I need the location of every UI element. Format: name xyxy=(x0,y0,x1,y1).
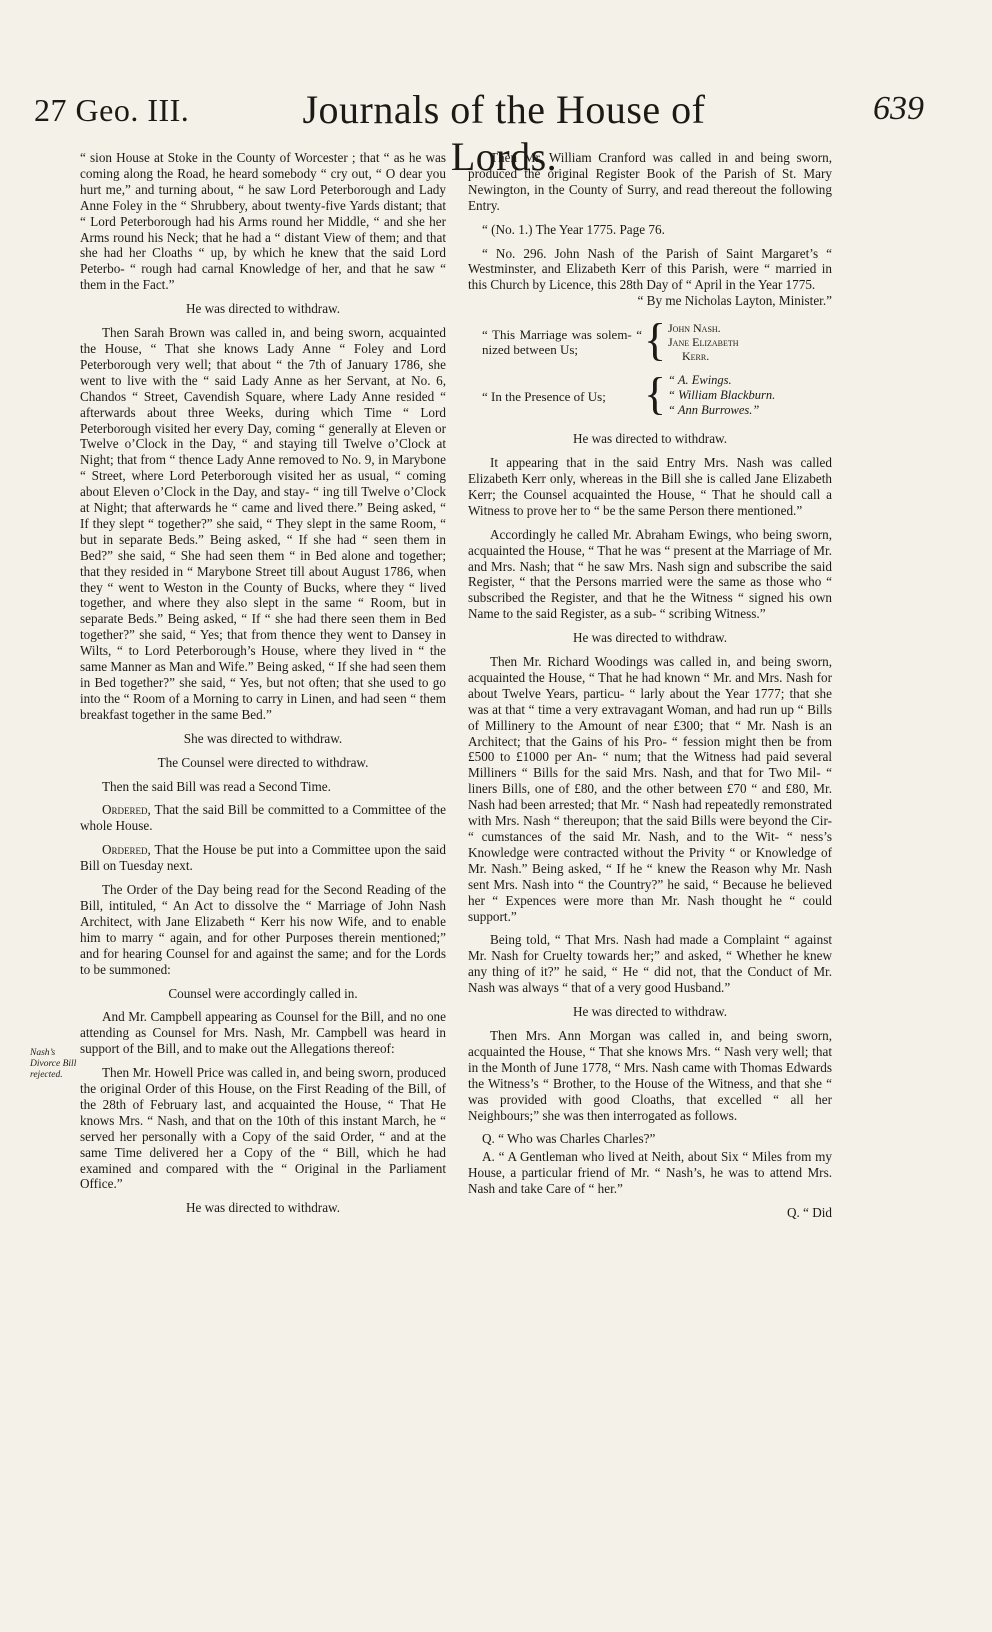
woodings-paragraph: Then Mr. Richard Woodings was called in, and being sworn, acquainted the House, “ That he had known “ Mr. and Mrs. Nash for about Twelve Years, particu- “ larly about the Year 1777; that she was at that “ time a very extravagant Woman, and had run up “ Bills of Millinery to the Amount of near £300; that “ Mr. Nash is an Architect; that the Gains of his Pro- “ fession might then be from £500 to £1000 per An- “ num; that the Witness had paid several Milliners “ Bills for the said Mrs. Nash, and that for Two Mil- “ liners Bills, one of £80, and the other between £70 “ and £80, Mr. Nash had been arrested; that Mr. “ Nash had repeatedly remonstrated with Mrs. Nash “ thereupon; that the said Bills were beyond the Cir- “ cumstances of the said Mr. Nash, and to the Wit- “ ness’s Knowledge were contracted without the Privity “ or Knowledge of Mr. Nash.” Being asked, “ If he “ knew the Reason why Mr. Nash sent Mrs. Nash into “ the Country?” he said, “ Because he believed her “ Expences were more than Mr. Nash thought he “ could support.” xyxy=(468,654,832,924)
withdraw-directive: He was directed to withdraw. xyxy=(572,630,728,646)
price-paragraph: Then Mr. Howell Price was called in, and being sworn, produced the original Order of this House, on the First Reading of the Bill, of the 28th of February last, and acquainted the House, “ That He knows Mrs. “ Nash, and that on the 10th of this instant March, he “ served her personally with a Copy of the said Order, “ and at the same Time delivered her a Copy of the “ Bill, which he had examined and compared with the “ Original in the Parliament Office.” xyxy=(80,1065,446,1192)
regnal-year: 27 Geo. III. xyxy=(34,92,190,128)
campbell-paragraph: And Mr. Campbell appearing as Counsel for the Bill, and no one attending as Counsel for Mrs. Nash, Mr. Campbell was heard in support of the Bill, and to make out the Allegations thereof: xyxy=(80,1009,446,1057)
witness-names xyxy=(668,373,775,418)
name-line: “ Ann Burrowes.” xyxy=(668,403,760,418)
withdraw-directive: She was directed to withdraw. xyxy=(183,730,343,746)
page-number: 639 xyxy=(873,90,924,127)
appearing-paragraph: It appearing that in the said Entry Mrs. Nash was called Elizabeth Kerr only, whereas in the Bill she is called Jane Elizabeth Kerr; the Counsel acquainted the House, “ That he should call a Witness to prove her to “ be the same Person there mentioned.” xyxy=(468,455,832,518)
name-line: “ A. Ewings. xyxy=(668,373,732,388)
name-line: Jane Elizabeth xyxy=(668,335,739,350)
counsel-withdraw: The Counsel were directed to withdraw. xyxy=(157,754,369,770)
presence-label: “ In the Presence of Us; xyxy=(482,389,606,405)
cranford-paragraph: Then Mr. William Cranford was called in and being sworn, produced the original Register Book of the Parish of St. Mary Newington, in the County of Surry, and read thereout the following Entry. xyxy=(468,150,832,213)
question: Q. “ Who was Charles Charles?” xyxy=(482,1131,656,1147)
left-column xyxy=(80,150,446,1224)
page-header xyxy=(34,86,924,179)
order-of-day-paragraph: The Order of the Day being read for the Second Reading of the Bill, intituled, “ An Act to dissolve the “ Marriage of John Nash Architect, with Jane Elizabeth “ Kerr his now Wife, and to enable him to marry “ again, and for other Purposes therein mentioned;” and for hearing Counsel for and against the same; and for the Lords to be summoned: xyxy=(80,882,446,977)
testimony-paragraph: Then Sarah Brown was called in, and being sworn, acquainted the House, “ That she knows Lady Anne “ Foley and Lord Peterborough very well; that about “ the 7th of January 1786, she went to live with the “ said Lady Anne as her Servant, at No. 6, Chandos “ Street, Cavendish Square, where Lady Anne resided “ afterwards about three Weeks, during which Time “ Lord Peterborough visited her every Day, coming “ generally at Eleven or Twelve o’Clock in the Day, “ and staying till Twelve o’Clock at Night; that from “ thence Lady Anne removed to No. 9, in Marybone “ Street, where Lord Peterborough visited her as usual, “ coming about Eleven o’Clock in the Day, and stay- “ ing till Twelve o’Clock at Night; that afterwards he “ came and lived there.” Being asked, “ If they slept “ together?” she said, “ They slept in the same Room, “ but in separate Beds.” Being asked, “ If she had “ seen them in Bed?” she said, “ She had seen them “ in Bed alone and together; that they resided in “ Marybone Street till about August 1786, when they “ went to Weston in the County of Bucks, where they “ lived together, and where they also slept in the same “ Room, but in separate Beds.” Being asked, “ If “ she had there seen them in Bed together?” she said, “ Yes; that from thence they went to Dansey in Wilts, “ to Lord Peterborough’s House, where they lived in “ the same Manner as Man and Wife.” Being asked, “ If she had seen them in Bed together?” she said, “ Yes, but not often; that she used to go into the “ Room of a Morning to carry in Linen, and had seen “ them breakfast together in the same Bed.” xyxy=(80,325,446,722)
right-column xyxy=(468,150,832,1229)
name-line: “ William Blackburn. xyxy=(668,388,776,403)
name-line: Kerr. xyxy=(682,349,710,364)
name-line: John Nash. xyxy=(668,321,721,336)
withdraw-directive: He was directed to withdraw. xyxy=(572,431,728,447)
married-names xyxy=(668,321,739,363)
counsel-called: Counsel were accordingly called in. xyxy=(168,985,358,1001)
testimony-paragraph: “ sion House at Stoke in the County of Worcester ; that “ as he was coming along the Road, he heard somebody “ cry out, “ O dear you hurt me,” and turning about, “ he saw Lord Peterborough and Lady Anne Foley in the “ Shrubbery, about twenty-five Yards distant; that “ Lord Peterborough had his Arms round her Middle, “ and she her Arms round his Neck; that he had a “ distant View of them; and that she had her Cloaths “ up, by which he knew that the said Lord Peterbo- “ rough had carnal Knowledge of her, and that he saw “ them in the Fact.” xyxy=(80,150,446,293)
morgan-paragraph: Then Mrs. Ann Morgan was called in, and being sworn, acquainted the House, “ That she knows Mrs. “ Nash very well; that in the Month of June 1778, “ Mrs. Nash came with Thomas Edwards the Witness’s “ Brother, to the House of the Witness, and that she “ was provided with good Cloaths, that excelled “ all her Neighbours;” she was then interrogated as follows. xyxy=(468,1027,832,1123)
margin-note: Nash’s Divorce Bill rejected. xyxy=(30,1048,77,1080)
journal-title: Journals of the House of Lords. xyxy=(302,87,706,179)
order-text: That the House be put into a Committee upon the said Bill on Tuesday next. xyxy=(80,842,446,874)
ordered-label: Ordered, xyxy=(102,842,151,858)
witness-block xyxy=(468,314,832,425)
answer: A. “ A Gentleman who lived at Neith, about Six “ Miles from my House, a particular friend of Mr. “ Nash’s, he was to attend Mrs. Nash and take Care of “ her.” xyxy=(468,1149,832,1197)
order-paragraph xyxy=(80,802,446,834)
second-reading: Then the said Bill was read a Second Time. xyxy=(102,778,331,794)
solemnized-label: “ This Marriage was solem- “ nized between Us; xyxy=(482,327,642,358)
register-signature: “ By me Nicholas Layton, Minister.” xyxy=(637,293,832,309)
withdraw-directive: He was directed to withdraw. xyxy=(185,1200,341,1216)
order-text: That the said Bill be committed to a Committee of the whole House. xyxy=(80,802,447,834)
withdraw-directive: He was directed to withdraw. xyxy=(185,301,341,317)
register-entry: “ No. 296. John Nash of the Parish of Saint Margaret’s “ Westminster, and Elizabeth Kerr of this Parish, were “ married in this Church by Licence, this 28th Day of “ April in the Year 1775. xyxy=(468,245,832,293)
order-paragraph xyxy=(80,842,446,874)
ewings-paragraph: Accordingly he called Mr. Abraham Ewings, who being sworn, acquainted the House, “ That he was “ present at the Marriage of Mr. and Mrs. Nash; that “ he saw Mrs. Nash sign and subscribe the said Register, “ that the Persons married were the same as those who “ subscribed the Register, and that he the Witness “ signed his own Name to the said Register, as a sub- “ scribing Witness.” xyxy=(468,526,832,622)
brace-icon: { xyxy=(644,314,667,366)
register-entry-head: “ (No. 1.) The Year 1775. Page 76. xyxy=(482,221,665,237)
being-told-paragraph: Being told, “ That Mrs. Nash had made a Complaint “ against Mr. Nash for Cruelty towards her;” and asked, “ Whether he knew any thing of it?” he said, “ He “ did not, that the Conduct of Mr. Nash was always “ that of a very good Husband.” xyxy=(468,932,832,996)
ordered-label: Ordered, xyxy=(102,802,151,818)
withdraw-directive: He was directed to withdraw. xyxy=(572,1004,728,1020)
catchword: Q. “ Did xyxy=(786,1205,832,1221)
brace-icon: { xyxy=(644,368,667,420)
